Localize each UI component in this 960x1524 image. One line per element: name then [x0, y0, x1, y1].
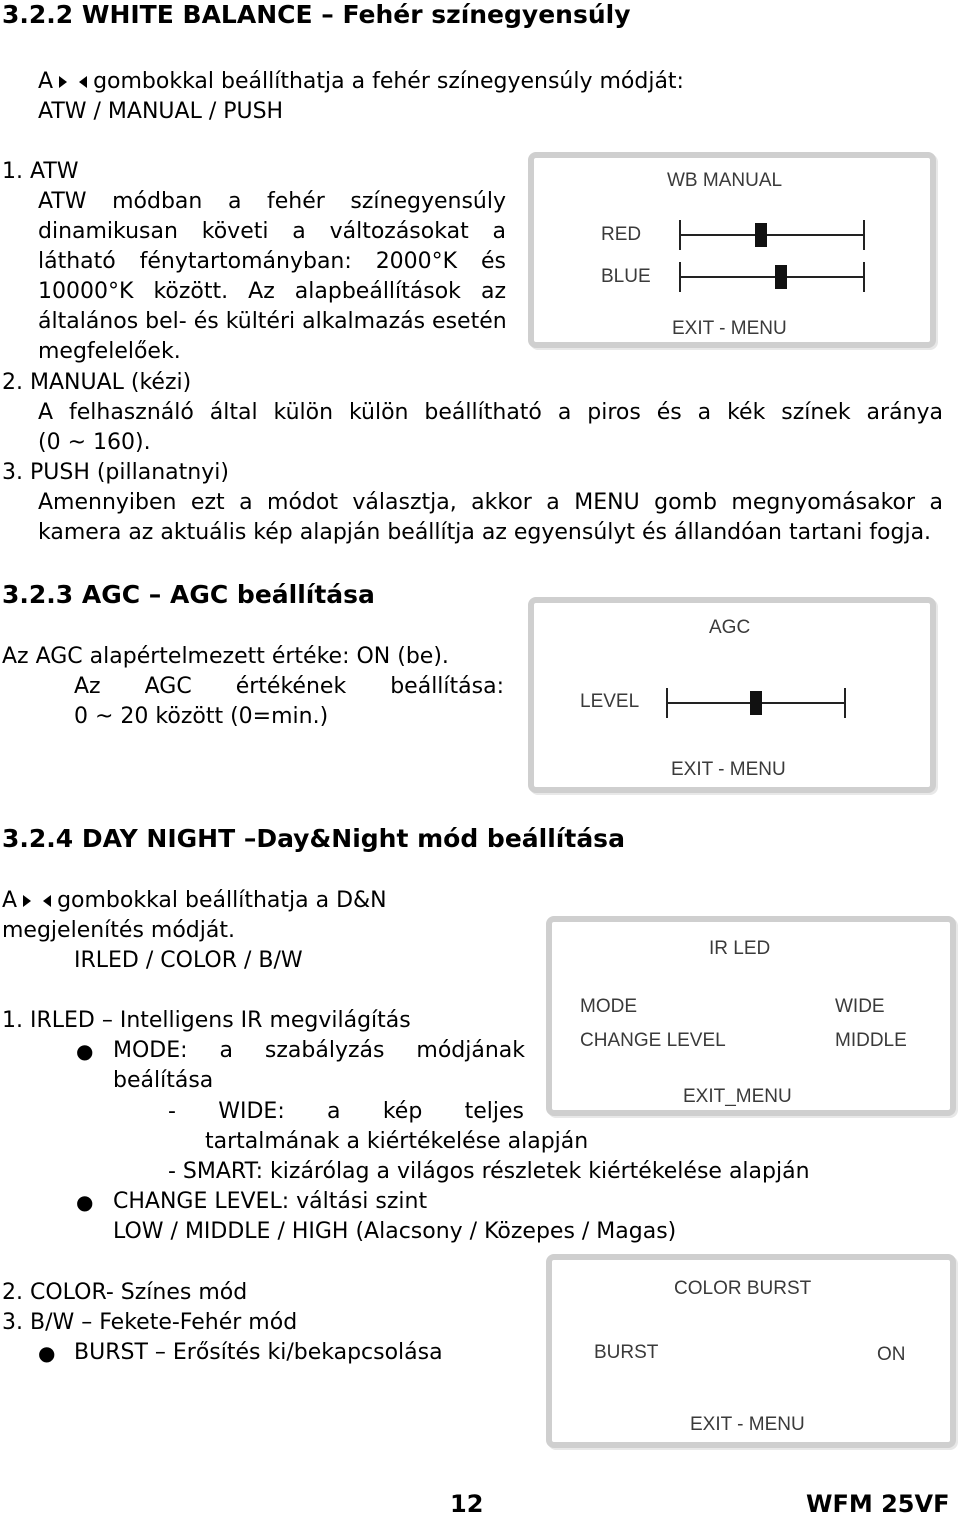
wb-manual-line1: A felhasználó által külön külön beállítható a piros és a kék színek aránya [38, 400, 943, 425]
agc-line3: 0 ~ 20 között (0=min.) [74, 704, 329, 729]
red-slider-track[interactable] [679, 234, 865, 236]
bullet-icon: ● [38, 1341, 56, 1365]
wb-heading: 3.2.2 WHITE BALANCE – Fehér színegyensúly [2, 0, 631, 29]
dn-intro-a: A [2, 888, 18, 913]
wb-push-title: 3. PUSH (pillanatnyi) [2, 460, 229, 485]
wb-menu-title: WB MANUAL [667, 170, 783, 191]
dn-burst-bullet: BURST – Erősítés ki/bekapcsolása [74, 1340, 443, 1365]
wb-intro [38, 67, 684, 97]
agc-line1: Az AGC alapértelmezett értéke: ON (be). [2, 644, 449, 669]
agc-slider-end-tick [844, 688, 846, 718]
agc-heading: 3.2.3 AGC – AGC beállítása [2, 580, 375, 609]
dn-intro [2, 886, 387, 916]
wb-atw-line: megfelelőek. [38, 339, 181, 364]
wb-manual-menu [528, 152, 936, 348]
wb-intro-a: A [38, 69, 54, 94]
wb-manual-line2: (0 ~ 160). [38, 430, 151, 455]
irled-menu-exit[interactable]: EXIT_MENU [683, 1086, 792, 1107]
wb-atw-line: dinamikusan követi a változásokat a [38, 219, 506, 244]
irled-menu-change-value[interactable]: MIDDLE [835, 1030, 907, 1051]
color-burst-menu-exit[interactable]: EXIT - MENU [690, 1414, 805, 1435]
blue-slider-end-tick [863, 262, 865, 292]
dn-bw-title: 3. B/W – Fekete-Fehér mód [2, 1310, 298, 1335]
red-slider-knob[interactable] [755, 223, 767, 247]
left-arrow-icon [43, 895, 51, 907]
wb-menu-blue-label: BLUE [601, 266, 651, 287]
blue-slider-knob[interactable] [775, 265, 787, 289]
blue-slider-track[interactable] [679, 276, 865, 278]
irled-menu-mode-label[interactable]: MODE [580, 996, 637, 1017]
bullet-icon: ● [76, 1039, 94, 1063]
wb-menu-exit[interactable]: EXIT - MENU [672, 318, 787, 339]
color-burst-menu-burst-value[interactable]: ON [877, 1344, 906, 1365]
agc-line2: Az AGC értékének beállítása: [74, 674, 504, 699]
color-burst-menu [546, 1254, 956, 1448]
dn-mode-bullet-line1: MODE: a szabályzás módjának [113, 1038, 525, 1063]
left-arrow-icon [79, 76, 87, 88]
dn-heading: 3.2.4 DAY NIGHT –Day&Night mód beállítása [2, 824, 625, 853]
dn-mode-bullet-line2: beálítása [113, 1068, 214, 1093]
dn-change-bullet-line1: CHANGE LEVEL: váltási szint [113, 1189, 428, 1214]
dn-wide-line1: - WIDE: a kép teljes [168, 1099, 524, 1124]
color-burst-menu-title: COLOR BURST [674, 1278, 812, 1299]
wb-modes: ATW / MANUAL / PUSH [38, 99, 284, 124]
agc-menu-level-label: LEVEL [580, 691, 640, 712]
wb-atw-line: általános bel- és kültéri alkalmazás esetén [38, 309, 507, 334]
agc-menu-title: AGC [709, 617, 751, 638]
wb-push-line2: kamera az aktuális kép alapján beállítja az egyensúlyt és állandóan tartani fogja. [38, 520, 932, 545]
dn-intro-line2: megjelenítés módját. [2, 918, 235, 943]
model-name: WFM 25VF [806, 1490, 950, 1518]
dn-modes: IRLED / COLOR / B/W [74, 948, 303, 973]
agc-slider-knob[interactable] [750, 691, 762, 715]
irled-menu-mode-value[interactable]: WIDE [835, 996, 885, 1017]
red-slider-end-tick [863, 220, 865, 250]
dn-wide-line2: tartalmának a kiértékelése alapján [205, 1129, 589, 1154]
dn-change-bullet-line2: LOW / MIDDLE / HIGH (Alacsony / Közepes / Magas) [113, 1219, 677, 1244]
agc-menu-exit[interactable]: EXIT - MENU [671, 759, 786, 780]
dn-smart-line: - SMART: kizárólag a világos részletek kiértékelése alapján [168, 1159, 810, 1184]
irled-menu [546, 916, 956, 1116]
wb-manual-title: 2. MANUAL (kézi) [2, 370, 192, 395]
dn-irled-title: 1. IRLED – Intelligens IR megvilágítás [2, 1008, 411, 1033]
agc-menu [528, 597, 936, 793]
right-arrow-icon [59, 76, 67, 88]
wb-atw-line: 10000°K között. Az alapbeállítások az [38, 279, 506, 304]
wb-atw-line: ATW módban a fehér színegyensúly [38, 189, 506, 214]
color-burst-menu-burst-label[interactable]: BURST [594, 1342, 659, 1363]
wb-atw-line: látható fénytartományban: 2000°K és [38, 249, 506, 274]
page-number: 12 [450, 1490, 484, 1518]
wb-intro-rest: gombokkal beállíthatja a fehér színegyensúly módját: [93, 69, 684, 94]
bullet-icon: ● [76, 1190, 94, 1214]
wb-atw-title: 1. ATW [2, 159, 79, 184]
wb-push-line1: Amennyiben ezt a módot választja, akkor a MENU gomb megnyomásakor a [38, 490, 943, 515]
irled-menu-change-label[interactable]: CHANGE LEVEL [580, 1030, 726, 1051]
right-arrow-icon [23, 895, 31, 907]
dn-intro-rest: gombokkal beállíthatja a D&N [57, 888, 387, 913]
irled-menu-title: IR LED [709, 938, 771, 959]
dn-color-title: 2. COLOR- Színes mód [2, 1280, 248, 1305]
wb-menu-red-label: RED [601, 224, 642, 245]
